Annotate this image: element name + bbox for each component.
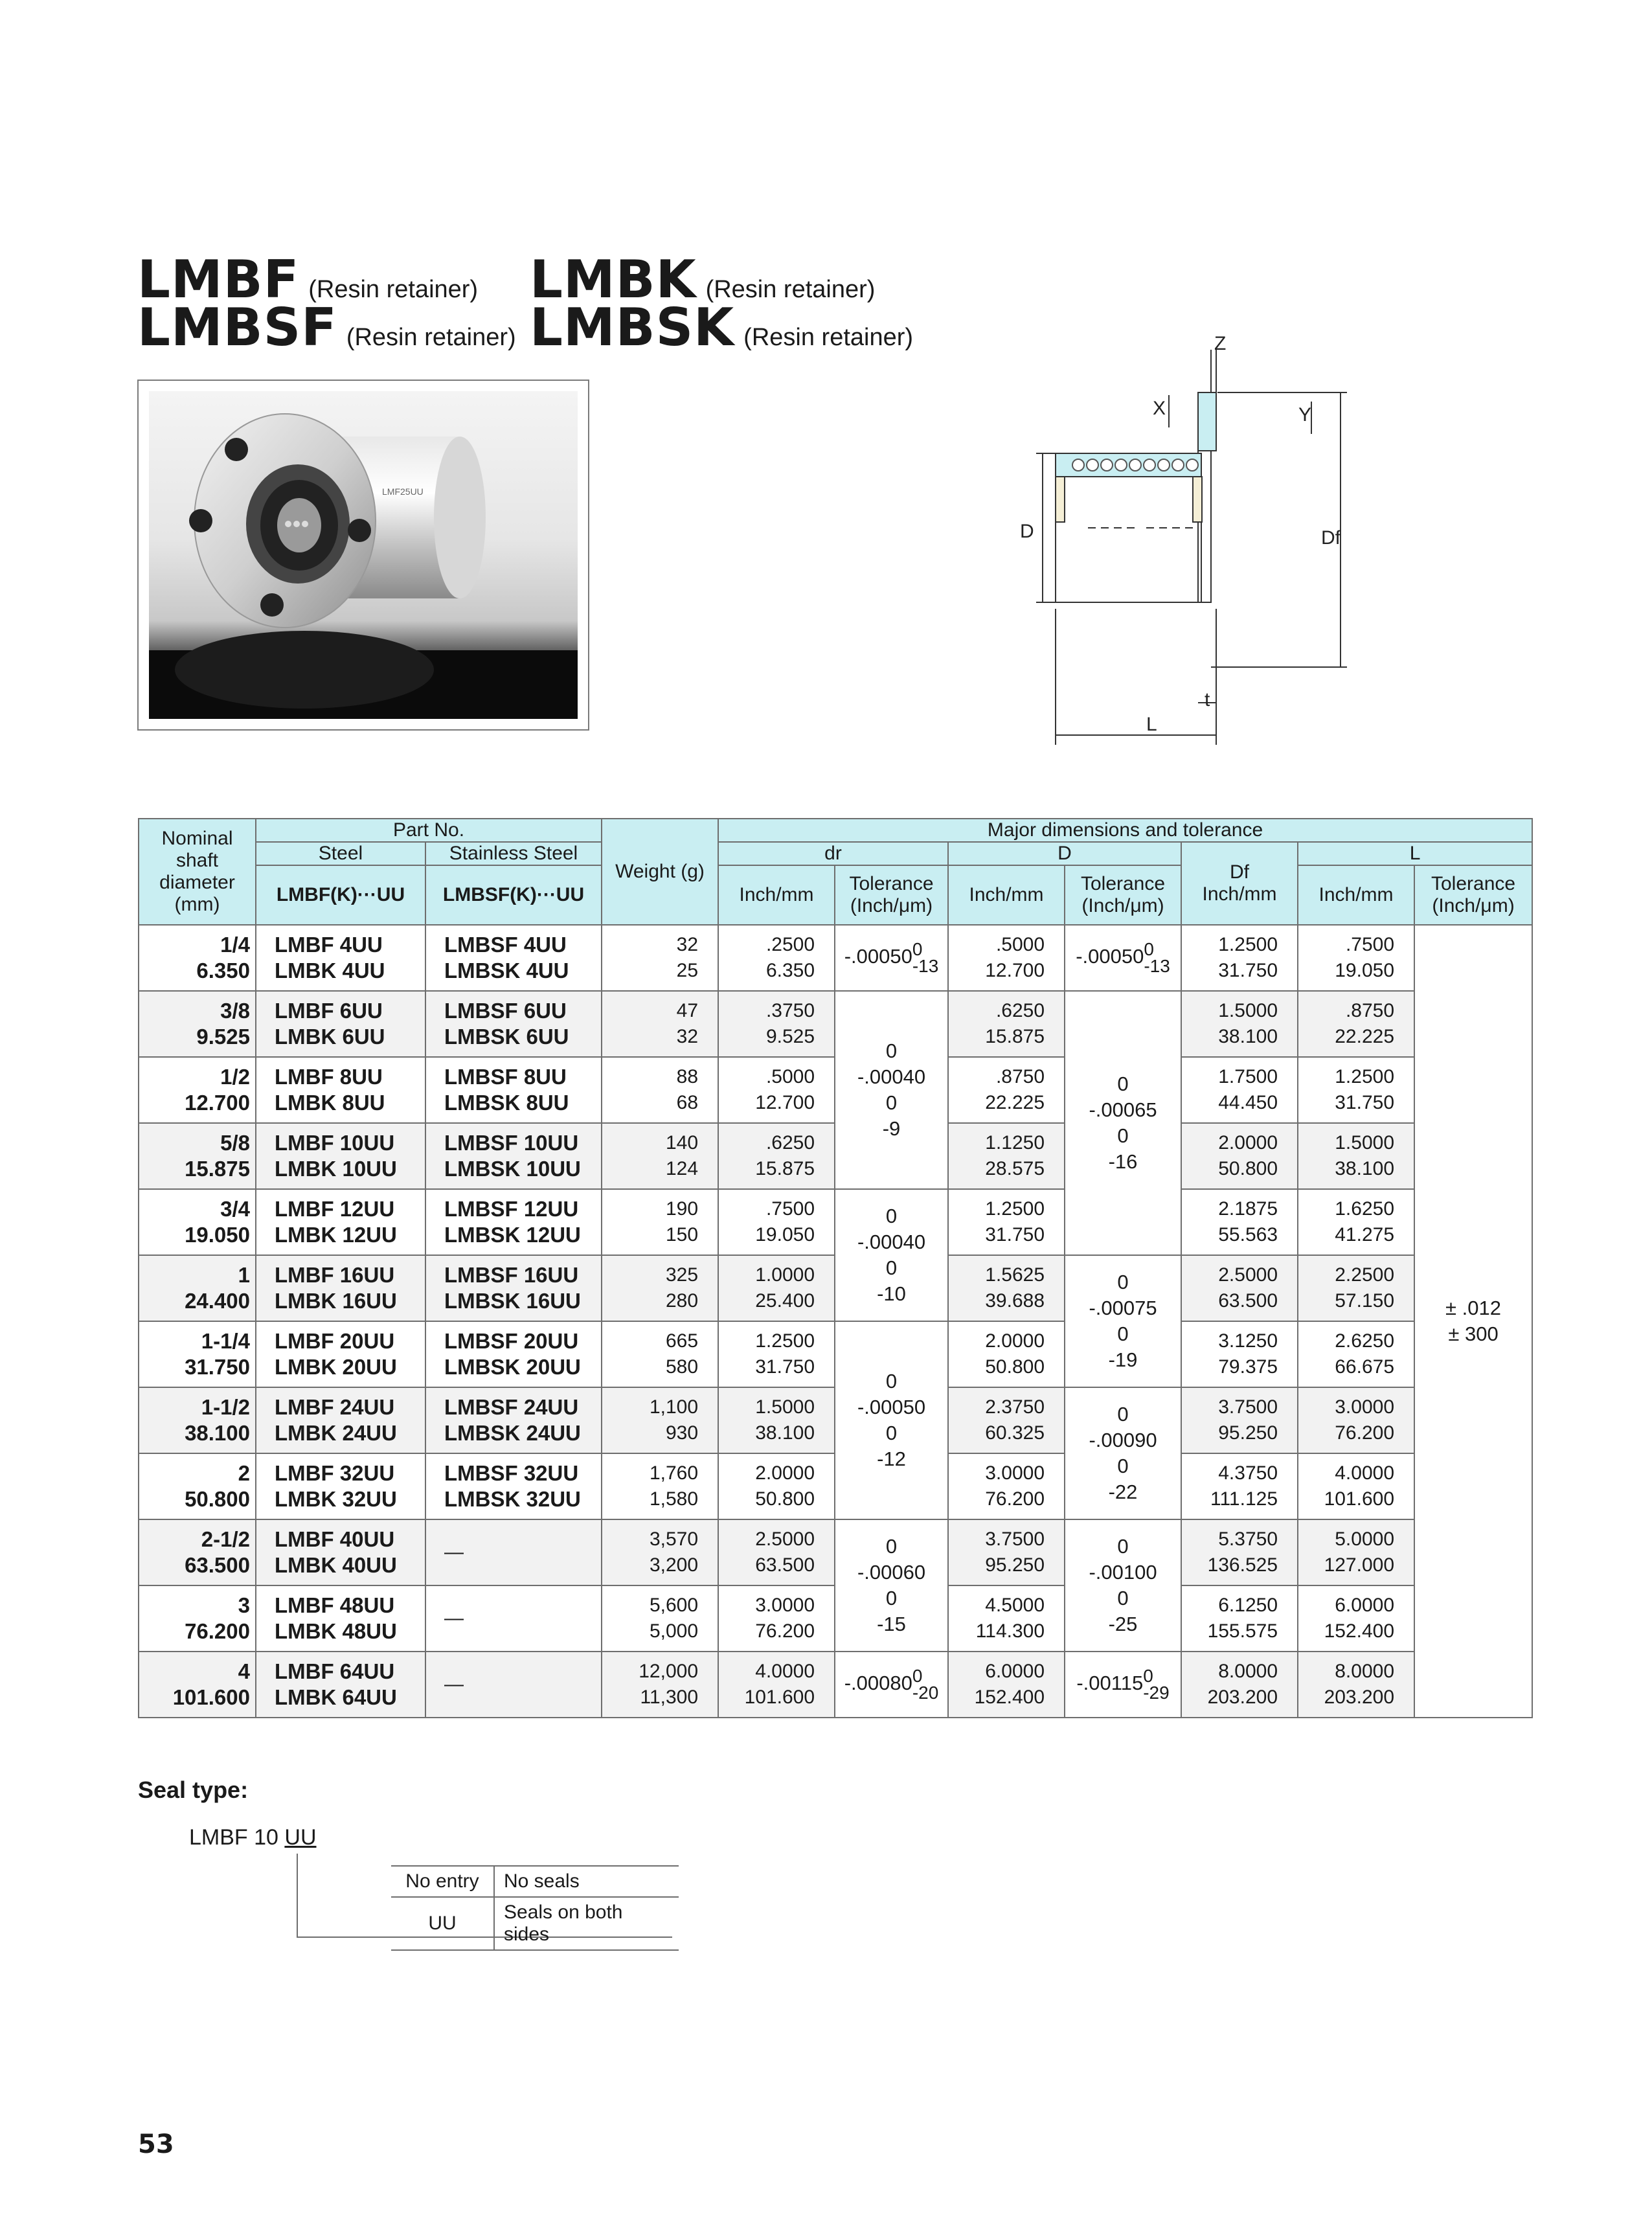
weight-cell: 5,600 5,000 xyxy=(602,1585,718,1652)
D-tolerance-cell: 0 -.00090 0 -22 xyxy=(1065,1387,1181,1519)
L-cell: 2.2500 57.150 xyxy=(1298,1255,1414,1321)
table-row xyxy=(139,1652,1532,1718)
seal-option-value: No seals xyxy=(494,1866,679,1897)
header-steel-code: LMBF(K)···UU xyxy=(256,865,425,925)
stainless-part-cell: LMBSF 8UU LMBSK 8UU xyxy=(425,1057,602,1123)
seal-connector-vertical xyxy=(297,1854,298,1938)
header-major: Major dimensions and tolerance xyxy=(718,819,1532,842)
stainless-part-cell: — xyxy=(425,1519,602,1585)
dr-cell: 2.0000 50.800 xyxy=(718,1453,835,1519)
D-cell: 1.5625 39.688 xyxy=(948,1255,1065,1321)
stainless-part-cell: — xyxy=(425,1585,602,1652)
steel-part-cell: LMBF 8UU LMBK 8UU xyxy=(256,1057,425,1123)
header-weight: Weight (g) xyxy=(602,819,718,925)
D-cell: .8750 22.225 xyxy=(948,1057,1065,1123)
L-cell: .8750 22.225 xyxy=(1298,991,1414,1057)
weight-cell: 1,100 930 xyxy=(602,1387,718,1453)
header-nominal: Nominal shaft diameter (mm) xyxy=(139,819,256,925)
dr-cell: 1.5000 38.100 xyxy=(718,1387,835,1453)
dr-cell: .7500 19.050 xyxy=(718,1189,835,1255)
L-cell: 6.0000 152.400 xyxy=(1298,1585,1414,1652)
header-dr-tol: Tolerance (Inch/μm) xyxy=(835,865,948,925)
Df-cell: 6.1250 155.575 xyxy=(1181,1585,1298,1652)
nominal-diameter-cell: 1-1/2 38.100 xyxy=(139,1387,256,1453)
header-part-no: Part No. xyxy=(256,819,602,842)
dr-cell: 1.0000 25.400 xyxy=(718,1255,835,1321)
table-row xyxy=(139,1189,1532,1255)
dr-cell: 3.0000 76.200 xyxy=(718,1585,835,1652)
D-cell: 1.1250 28.575 xyxy=(948,1123,1065,1189)
D-tolerance-cell: 0 -.00075 0 -19 xyxy=(1065,1255,1181,1387)
diagram-label-df: Df xyxy=(1321,527,1341,549)
Df-cell: 8.0000 203.200 xyxy=(1181,1652,1298,1718)
model-lmbsk-note: (Resin retainer) xyxy=(743,324,914,351)
nominal-diameter-cell: 3/8 9.525 xyxy=(139,991,256,1057)
weight-cell: 47 32 xyxy=(602,991,718,1057)
Df-cell: 3.7500 95.250 xyxy=(1181,1387,1298,1453)
model-lmbsf-note: (Resin retainer) xyxy=(346,324,516,351)
weight-cell: 32 25 xyxy=(602,925,718,991)
dr-tolerance-cell: -.00080 0 -20 xyxy=(835,1652,948,1718)
seal-options-table xyxy=(391,1865,679,1951)
nominal-diameter-cell: 1/4 6.350 xyxy=(139,925,256,991)
L-cell: .7500 19.050 xyxy=(1298,925,1414,991)
steel-part-cell: LMBF 20UU LMBK 20UU xyxy=(256,1321,425,1387)
header-Df: Df Inch/mm xyxy=(1181,842,1298,925)
product-photo xyxy=(149,391,578,719)
seal-option-row xyxy=(391,1866,679,1897)
dr-tolerance-cell: 0 -.00040 0 -10 xyxy=(835,1189,948,1321)
stainless-part-cell: LMBSF 4UU LMBSK 4UU xyxy=(425,925,602,991)
steel-part-cell: LMBF 16UU LMBK 16UU xyxy=(256,1255,425,1321)
weight-cell: 140 124 xyxy=(602,1123,718,1189)
title-row-2 xyxy=(137,297,914,358)
Df-cell: 2.0000 50.800 xyxy=(1181,1123,1298,1189)
weight-cell: 665 580 xyxy=(602,1321,718,1387)
nominal-diameter-cell: 3 76.200 xyxy=(139,1585,256,1652)
weight-cell: 190 150 xyxy=(602,1189,718,1255)
title-row-1 xyxy=(137,249,913,310)
nominal-diameter-cell: 1/2 12.700 xyxy=(139,1057,256,1123)
header-D-tol: Tolerance (Inch/μm) xyxy=(1065,865,1181,925)
weight-cell: 1,760 1,580 xyxy=(602,1453,718,1519)
steel-part-cell: LMBF 48UU LMBK 48UU xyxy=(256,1585,425,1652)
stainless-part-cell: LMBSF 16UU LMBSK 16UU xyxy=(425,1255,602,1321)
steel-part-cell: LMBF 24UU LMBK 24UU xyxy=(256,1387,425,1453)
diagram-label-d: D xyxy=(1020,521,1034,542)
D-cell: 3.7500 95.250 xyxy=(948,1519,1065,1585)
L-cell: 4.0000 101.600 xyxy=(1298,1453,1414,1519)
steel-part-cell: LMBF 64UU LMBK 64UU xyxy=(256,1652,425,1718)
weight-cell: 3,570 3,200 xyxy=(602,1519,718,1585)
technical-drawing xyxy=(958,330,1373,761)
D-tolerance-cell: -.00050 0 -13 xyxy=(1065,925,1181,991)
weight-cell: 12,000 11,300 xyxy=(602,1652,718,1718)
seal-option-value: Seals on both sides xyxy=(494,1897,679,1950)
D-tolerance-cell: 0 -.00100 0 -25 xyxy=(1065,1519,1181,1652)
dr-cell: 4.0000 101.600 xyxy=(718,1652,835,1718)
spec-table xyxy=(138,818,1533,1718)
dr-cell: .5000 12.700 xyxy=(718,1057,835,1123)
diagram-label-y: Y xyxy=(1298,404,1312,426)
steel-part-cell: LMBF 6UU LMBK 6UU xyxy=(256,991,425,1057)
weight-cell: 325 280 xyxy=(602,1255,718,1321)
L-cell: 2.6250 66.675 xyxy=(1298,1321,1414,1387)
table-row xyxy=(139,1519,1532,1585)
header-L-tol: Tolerance (Inch/μm) xyxy=(1414,865,1532,925)
diagram-label-x: X xyxy=(1153,398,1166,419)
table-row xyxy=(139,1321,1532,1387)
D-cell: 3.0000 76.200 xyxy=(948,1453,1065,1519)
model-lmbf: LMBF xyxy=(137,249,300,310)
seal-option-key: No entry xyxy=(391,1866,494,1897)
L-cell: 1.2500 31.750 xyxy=(1298,1057,1414,1123)
header-steel: Steel xyxy=(256,842,425,865)
table-row xyxy=(139,925,1532,991)
seal-option-row xyxy=(391,1897,679,1950)
Df-cell: 1.2500 31.750 xyxy=(1181,925,1298,991)
header-L: L xyxy=(1298,842,1532,865)
Df-cell: 3.1250 79.375 xyxy=(1181,1321,1298,1387)
Df-cell: 4.3750 111.125 xyxy=(1181,1453,1298,1519)
D-tolerance-cell: -.00115 0 -29 xyxy=(1065,1652,1181,1718)
D-cell: .5000 12.700 xyxy=(948,925,1065,991)
Df-cell: 2.5000 63.500 xyxy=(1181,1255,1298,1321)
L-cell: 1.6250 41.275 xyxy=(1298,1189,1414,1255)
diagram-label-l: L xyxy=(1146,714,1157,735)
nominal-diameter-cell: 4 101.600 xyxy=(139,1652,256,1718)
seal-code-example: LMBF 10 UU xyxy=(189,1825,317,1850)
dr-cell: .2500 6.350 xyxy=(718,925,835,991)
header-dr: dr xyxy=(718,842,948,865)
diagram-label-z: Z xyxy=(1214,333,1227,354)
table-row xyxy=(139,991,1532,1057)
D-tolerance-cell: 0 -.00065 0 -16 xyxy=(1065,991,1181,1255)
header-D-inch: Inch/mm xyxy=(948,865,1065,925)
title-block xyxy=(137,249,914,358)
L-cell: 1.5000 38.100 xyxy=(1298,1123,1414,1189)
header-stainless-code: LMBSF(K)···UU xyxy=(425,865,602,925)
seal-type-title: Seal type: xyxy=(138,1777,249,1803)
dr-tolerance-cell: 0 -.00050 0 -12 xyxy=(835,1321,948,1519)
dr-cell: 1.2500 31.750 xyxy=(718,1321,835,1387)
steel-part-cell: LMBF 4UU LMBK 4UU xyxy=(256,925,425,991)
D-cell: 2.0000 50.800 xyxy=(948,1321,1065,1387)
photo-marking: LMF25UU xyxy=(382,486,424,497)
steel-part-cell: LMBF 40UU LMBK 40UU xyxy=(256,1519,425,1585)
header-D: D xyxy=(948,842,1181,865)
Df-cell: 1.5000 38.100 xyxy=(1181,991,1298,1057)
model-lmbsf: LMBSF xyxy=(137,297,337,358)
diagram-label-t: t xyxy=(1205,689,1210,710)
L-cell: 5.0000 127.000 xyxy=(1298,1519,1414,1585)
steel-part-cell: LMBF 32UU LMBK 32UU xyxy=(256,1453,425,1519)
dr-cell: .6250 15.875 xyxy=(718,1123,835,1189)
model-lmbk: LMBK xyxy=(530,249,697,310)
D-cell: 4.5000 114.300 xyxy=(948,1585,1065,1652)
stainless-part-cell: LMBSF 32UU LMBSK 32UU xyxy=(425,1453,602,1519)
D-cell: 6.0000 152.400 xyxy=(948,1652,1065,1718)
seal-option-key: UU xyxy=(391,1897,494,1950)
nominal-diameter-cell: 2 50.800 xyxy=(139,1453,256,1519)
model-lmbk-note: (Resin retainer) xyxy=(705,276,876,303)
stainless-part-cell: LMBSF 20UU LMBSK 20UU xyxy=(425,1321,602,1387)
header-dr-inch: Inch/mm xyxy=(718,865,835,925)
steel-part-cell: LMBF 10UU LMBK 10UU xyxy=(256,1123,425,1189)
L-tolerance-cell: ± .012 ± 300 xyxy=(1414,925,1532,1718)
nominal-diameter-cell: 5/8 15.875 xyxy=(139,1123,256,1189)
nominal-diameter-cell: 1 24.400 xyxy=(139,1255,256,1321)
stainless-part-cell: LMBSF 10UU LMBSK 10UU xyxy=(425,1123,602,1189)
Df-cell: 1.7500 44.450 xyxy=(1181,1057,1298,1123)
dr-tolerance-cell: -.00050 0 -13 xyxy=(835,925,948,991)
steel-part-cell: LMBF 12UU LMBK 12UU xyxy=(256,1189,425,1255)
header-L-inch: Inch/mm xyxy=(1298,865,1414,925)
nominal-diameter-cell: 2-1/2 63.500 xyxy=(139,1519,256,1585)
D-cell: 2.3750 60.325 xyxy=(948,1387,1065,1453)
header-stainless: Stainless Steel xyxy=(425,842,602,865)
D-cell: 1.2500 31.750 xyxy=(948,1189,1065,1255)
model-lmbf-note: (Resin retainer) xyxy=(308,276,479,303)
stainless-part-cell: LMBSF 6UU LMBSK 6UU xyxy=(425,991,602,1057)
D-cell: .6250 15.875 xyxy=(948,991,1065,1057)
dr-tolerance-cell: 0 -.00060 0 -15 xyxy=(835,1519,948,1652)
nominal-diameter-cell: 3/4 19.050 xyxy=(139,1189,256,1255)
product-photo-frame xyxy=(137,380,589,731)
dr-tolerance-cell: 0 -.00040 0 -9 xyxy=(835,991,948,1189)
Df-cell: 5.3750 136.525 xyxy=(1181,1519,1298,1585)
stainless-part-cell: LMBSF 12UU LMBSK 12UU xyxy=(425,1189,602,1255)
nominal-diameter-cell: 1-1/4 31.750 xyxy=(139,1321,256,1387)
weight-cell: 88 68 xyxy=(602,1057,718,1123)
L-cell: 3.0000 76.200 xyxy=(1298,1387,1414,1453)
model-lmbsk: LMBSK xyxy=(530,297,735,358)
dr-cell: 2.5000 63.500 xyxy=(718,1519,835,1585)
stainless-part-cell: LMBSF 24UU LMBSK 24UU xyxy=(425,1387,602,1453)
L-cell: 8.0000 203.200 xyxy=(1298,1652,1414,1718)
Df-cell: 2.1875 55.563 xyxy=(1181,1189,1298,1255)
page-number: 53 xyxy=(138,2129,174,2159)
dr-cell: .3750 9.525 xyxy=(718,991,835,1057)
stainless-part-cell: — xyxy=(425,1652,602,1718)
